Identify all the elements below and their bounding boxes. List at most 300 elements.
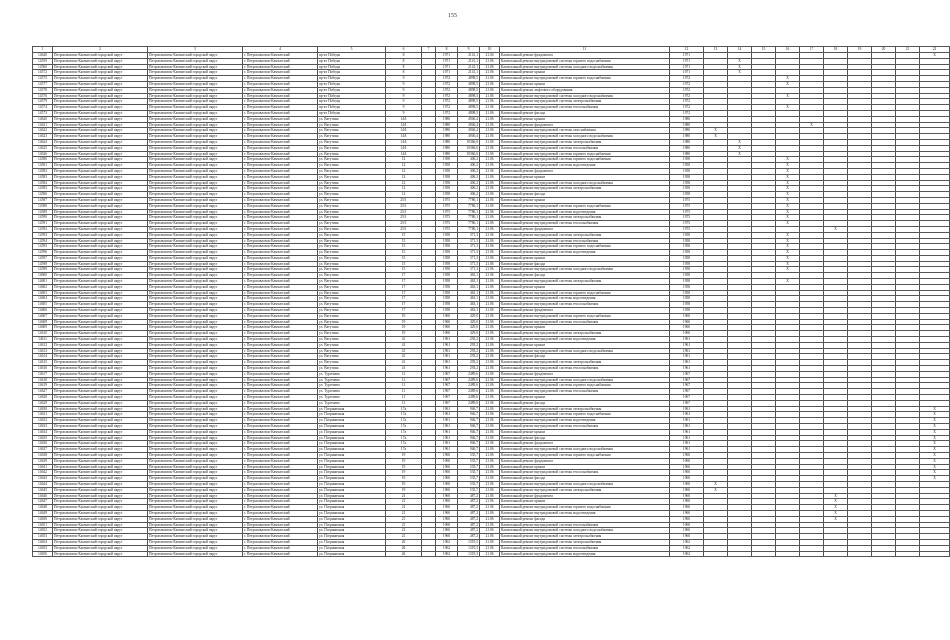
table-cell-a: Петропавловск-Камчатский городской округ — [53, 342, 148, 348]
table-cell-k: 1958 — [670, 238, 704, 244]
table-cell-i: 21.06 — [480, 487, 500, 493]
table-cell-c: г. Петропавловск-Камчатский — [243, 412, 318, 418]
table-cell-g: 1958 — [436, 157, 458, 163]
table-cell-b: Петропавловск-Камчатский городской округ — [148, 534, 243, 540]
table-cell-h: 535,7 — [458, 452, 480, 458]
table-cell-a: Петропавловск-Камчатский городской округ — [53, 64, 148, 70]
table-cell-b: Петропавловск-Камчатский городской округ — [148, 539, 243, 545]
table-cell-d: ул. Пограничная — [318, 545, 386, 551]
table-cell-j: Капитальный ремонт внутридомовой системы электроснабжения — [500, 539, 670, 545]
table-cell-id: 14584 — [33, 180, 53, 186]
table-cell-i: 21.06 — [480, 528, 500, 534]
table-cell-mark: X — [920, 412, 950, 418]
table-cell-a: Петропавловск-Камчатский городской округ — [53, 412, 148, 418]
table-cell-mark — [728, 551, 752, 557]
table-cell-e: 17а — [386, 435, 422, 441]
table-cell-j: Капитальный ремонт внутридомовой системы холодного водоснабжения — [500, 180, 670, 186]
table-cell-b: Петропавловск-Камчатский городской округ — [148, 412, 243, 418]
table-cell-k: 1960 — [670, 476, 704, 482]
table-cell-g: 1972 — [436, 87, 458, 93]
table-cell-id: 14635 — [33, 435, 53, 441]
table-cell-k: 1961 — [670, 354, 704, 360]
table-cell-d: ул. Ватутина — [318, 134, 386, 140]
table-cell-c: г. Петропавловск-Камчатский — [243, 105, 318, 111]
table-cell-g: 1980 — [436, 139, 458, 145]
table-cell-a: Петропавловск-Камчатский городской округ — [53, 366, 148, 372]
table-cell-d: ул. Ватутина — [318, 244, 386, 250]
table-cell-a: Петропавловск-Камчатский городской округ — [53, 302, 148, 308]
table-cell-mark: X — [728, 151, 752, 157]
table-cell-mark — [896, 551, 920, 557]
table-cell-a: Петропавловск-Камчатский городской округ — [53, 157, 148, 163]
column-number: 9 — [458, 47, 480, 53]
table-cell-id: 14647 — [33, 499, 53, 505]
table-cell-e: 17а — [386, 412, 422, 418]
table-cell-c: г. Петропавловск-Камчатский — [243, 163, 318, 169]
table-cell-e: 11 — [386, 383, 422, 389]
table-cell-g: 1967 — [436, 389, 458, 395]
table-cell-id: 14650 — [33, 516, 53, 522]
table-cell-e: 8 — [386, 70, 422, 76]
table-cell-d: ул. Пограничная — [318, 499, 386, 505]
column-number: 19 — [848, 47, 872, 53]
table-cell-k: 1975 — [670, 226, 704, 232]
table-cell-id: 14595 — [33, 244, 53, 250]
table-cell-i: 21.06 — [480, 128, 500, 134]
table-cell-j: Капитальный ремонт фасада — [500, 400, 670, 406]
table-cell-i: 21.06 — [480, 174, 500, 180]
table-cell-i: 21.06 — [480, 145, 500, 151]
table-cell-h: 2489,6 — [458, 395, 480, 401]
table-cell-e: 8 — [386, 64, 422, 70]
table-cell-c: г. Петропавловск-Камчатский — [243, 81, 318, 87]
table-cell-h: 406,2 — [458, 192, 480, 198]
table-cell-id: 14648 — [33, 505, 53, 511]
table-cell-k: 1960 — [670, 499, 704, 505]
table-cell-e: 9 — [386, 87, 422, 93]
table-cell-id: 14573 — [33, 110, 53, 116]
table-cell-d: ул. Ватутина — [318, 342, 386, 348]
table-cell-i: 21.06 — [480, 371, 500, 377]
table-cell-b: Петропавловск-Камчатский городской округ — [148, 186, 243, 192]
table-cell-h: 371,3 — [458, 232, 480, 238]
table-cell-e: 11 — [386, 400, 422, 406]
table-cell-c: г. Петропавловск-Камчатский — [243, 366, 318, 372]
table-cell-g: 1958 — [436, 273, 458, 279]
table-cell-id: 14587 — [33, 197, 53, 203]
table-cell-e: 15 — [386, 261, 422, 267]
table-cell-e: 25/1 — [386, 203, 422, 209]
column-number: 10 — [480, 47, 500, 53]
table-cell-e: 19 — [386, 476, 422, 482]
table-cell-h: 535,7 — [458, 470, 480, 476]
table-cell-i: 21.06 — [480, 534, 500, 540]
table-cell-b: Петропавловск-Камчатский городской округ — [148, 302, 243, 308]
table-cell-a: Петропавловск-Камчатский городской округ — [53, 221, 148, 227]
table-cell-k: 1960 — [670, 487, 704, 493]
column-number: 12 — [670, 47, 704, 53]
table-cell-g: 1958 — [436, 163, 458, 169]
table-cell-id: 14604 — [33, 296, 53, 302]
table-cell-id: 14645 — [33, 487, 53, 493]
table-cell-b: Петропавловск-Камчатский городской округ — [148, 371, 243, 377]
table-cell-a: Петропавловск-Камчатский городской округ — [53, 87, 148, 93]
table-cell-k: 1967 — [670, 377, 704, 383]
table-cell-c: г. Петропавловск-Камчатский — [243, 58, 318, 64]
table-cell-id: 14632 — [33, 418, 53, 424]
table-cell-g: 1980 — [436, 151, 458, 157]
table-cell-j: Капитальный ремонт внутридомовой системы горячего водоснабжения — [500, 290, 670, 296]
table-cell-e: 17а — [386, 418, 422, 424]
table-cell-id: 14599 — [33, 267, 53, 273]
table-cell-h: 4946,4 — [458, 134, 480, 140]
table-cell-i: 21.06 — [480, 366, 500, 372]
table-cell-e: 15 — [386, 232, 422, 238]
table-cell-k: 1962 — [670, 545, 704, 551]
table-cell-c: г. Петропавловск-Камчатский — [243, 290, 318, 296]
table-cell-j: Капитальный ремонт внутридомовой системы электроснабжения — [500, 232, 670, 238]
table-cell-k: 1975 — [670, 221, 704, 227]
table-cell-i: 21.06 — [480, 505, 500, 511]
table-cell-k: 1971 — [670, 70, 704, 76]
table-cell-k: 1962 — [670, 551, 704, 557]
table-cell-d: ул. Пограничная — [318, 528, 386, 534]
table-cell-j: Капитальный ремонт внутридомовой системы теплоснабжения — [500, 238, 670, 244]
table-cell-j: Капитальный ремонт фундамента — [500, 226, 670, 232]
column-number: 14 — [728, 47, 752, 53]
table-cell-mark: X — [776, 192, 800, 198]
table-cell-i: 21.06 — [480, 545, 500, 551]
table-cell-j: Капитальный ремонт внутридомовой системы электроснабжения — [500, 331, 670, 337]
table-cell-e: 19 — [386, 487, 422, 493]
table-cell-g: 1980 — [436, 116, 458, 122]
table-cell-h: 371,3 — [458, 261, 480, 267]
table-cell-g: 1960 — [436, 510, 458, 516]
page-number: 155 — [448, 13, 457, 19]
table-cell-h: 487,2 — [458, 499, 480, 505]
table-cell-id: 14638 — [33, 452, 53, 458]
table-cell-g: 1958 — [436, 308, 458, 314]
table-cell-d: ул. Пограничная — [318, 464, 386, 470]
table-cell-m: X — [704, 487, 728, 493]
table-cell-k: 1958 — [670, 168, 704, 174]
table-cell-j: Капитальный ремонт крыши — [500, 464, 670, 470]
table-cell-h: 2141,1 — [458, 70, 480, 76]
table-cell-mark: X — [920, 464, 950, 470]
table-cell-k: 1971 — [670, 53, 704, 59]
table-cell-b: Петропавловск-Камчатский городской округ — [148, 447, 243, 453]
table-cell-b: Петропавловск-Камчатский городской округ — [148, 180, 243, 186]
table-cell-b: Петропавловск-Камчатский городской округ — [148, 528, 243, 534]
table-cell-k: 1972 — [670, 105, 704, 111]
table-cell-a: Петропавловск-Камчатский городской округ — [53, 226, 148, 232]
table-cell-h: 429,0 — [458, 319, 480, 325]
table-cell-i: 21.06 — [480, 406, 500, 412]
table-cell-j: Капитальный ремонт внутридомовой системы холодного водоснабжения — [500, 348, 670, 354]
table-cell-h: 2489,6 — [458, 377, 480, 383]
table-cell-k: 1960 — [670, 452, 704, 458]
table-cell-h: 4898,5 — [458, 105, 480, 111]
table-cell-i: 21.06 — [480, 441, 500, 447]
table-cell-a: Петропавловск-Камчатский городской округ — [53, 452, 148, 458]
table-cell-b: Петропавловск-Камчатский городской округ — [148, 313, 243, 319]
table-cell-d: ул. Ватутина — [318, 366, 386, 372]
table-cell-e: 21 — [386, 505, 422, 511]
table-cell-g: 1980 — [436, 134, 458, 140]
table-cell-g: 1958 — [436, 168, 458, 174]
table-cell-g: 1972 — [436, 105, 458, 111]
table-cell-j: Капитальный ремонт крыши — [500, 284, 670, 290]
table-cell-d: ул. Пограничная — [318, 435, 386, 441]
table-cell-mark: X — [824, 493, 848, 499]
table-cell-id: 14614 — [33, 354, 53, 360]
table-cell-j: Капитальный ремонт внутридомовой системы горячего водоснабжения — [500, 452, 670, 458]
table-cell-i: 21.06 — [480, 255, 500, 261]
table-cell-g: 1960 — [436, 493, 458, 499]
table-cell-k: 1975 — [670, 215, 704, 221]
table-cell-j: Капитальный ремонт внутридомовой системы электроснабжения — [500, 279, 670, 285]
table-cell-k: 1960 — [670, 319, 704, 325]
table-cell-a: Петропавловск-Камчатский городской округ — [53, 487, 148, 493]
table-cell-c: г. Петропавловск-Камчатский — [243, 122, 318, 128]
table-cell-h: 4946,4 — [458, 116, 480, 122]
table-cell-h: 487,2 — [458, 493, 480, 499]
table-cell-i: 21.06 — [480, 308, 500, 314]
table-cell-e: 8 — [386, 53, 422, 59]
table-cell-d: ул. Ватутина — [318, 302, 386, 308]
table-cell-d: ул. Пограничная — [318, 493, 386, 499]
table-cell-a: Петропавловск-Камчатский городской округ — [53, 424, 148, 430]
table-cell-a: Петропавловск-Камчатский городской округ — [53, 429, 148, 435]
table-cell-d: ул. Ватутина — [318, 157, 386, 163]
table-cell-k: 1967 — [670, 389, 704, 395]
table-cell-g: 1971 — [436, 64, 458, 70]
table-cell-j: Капитальный ремонт внутридомовой системы теплоснабжения — [500, 105, 670, 111]
table-cell-mark: X — [776, 81, 800, 87]
table-cell-k: 1960 — [670, 516, 704, 522]
table-cell-h: 293,2 — [458, 354, 480, 360]
table-cell-b: Петропавловск-Камчатский городской округ — [148, 487, 243, 493]
table-cell-e: 19 — [386, 331, 422, 337]
table-cell-mark: X — [920, 435, 950, 441]
table-cell-j: Капитальный ремонт внутридомовой системы теплоснабжения — [500, 221, 670, 227]
table-cell-j: Капитальный ремонт внутридомовой системы электроснабжения — [500, 139, 670, 145]
table-cell-e: 17 — [386, 308, 422, 314]
table-cell-id: 14634 — [33, 429, 53, 435]
table-cell-c: г. Петропавловск-Камчатский — [243, 481, 318, 487]
table-cell-h: 535,7 — [458, 476, 480, 482]
table-cell-b: Петропавловск-Камчатский городской округ — [148, 424, 243, 430]
table-cell-j: Капитальный ремонт внутридомовой системы холодного водоснабжения — [500, 481, 670, 487]
table-cell-h: 487,2 — [458, 505, 480, 511]
table-cell-id: 14627 — [33, 389, 53, 395]
table-cell-h: 293,2 — [458, 342, 480, 348]
table-cell-c: г. Петропавловск-Камчатский — [243, 325, 318, 331]
table-cell-k: 1980 — [670, 116, 704, 122]
table-cell-g: 1972 — [436, 81, 458, 87]
table-cell-k: 1960 — [670, 522, 704, 528]
table-cell-b: Петропавловск-Камчатский городской округ — [148, 499, 243, 505]
table-cell-d: пр-кт Победы — [318, 105, 386, 111]
table-cell-mark: X — [728, 139, 752, 145]
table-cell-h: 4898,5 — [458, 93, 480, 99]
table-cell-a: Петропавловск-Камчатский городской округ — [53, 354, 148, 360]
table-cell-e: 19 — [386, 325, 422, 331]
table-cell-e: 25/1 — [386, 226, 422, 232]
table-cell-mark: X — [920, 429, 950, 435]
table-cell-e: 12 — [386, 180, 422, 186]
table-cell-id: 14594 — [33, 238, 53, 244]
table-cell-d: ул. Пограничная — [318, 418, 386, 424]
table-cell-k: 1958 — [670, 174, 704, 180]
table-cell-k: 1958 — [670, 273, 704, 279]
table-cell-mark: X — [776, 267, 800, 273]
table-cell-g: 1960 — [436, 481, 458, 487]
table-cell-k: 1967 — [670, 395, 704, 401]
table-cell-j: Капитальный ремонт внутридомовой системы водоотведения — [500, 250, 670, 256]
table-cell-j: Капитальный ремонт фундамента — [500, 493, 670, 499]
table-cell-c: г. Петропавловск-Камчатский — [243, 244, 318, 250]
table-cell-d: пр-кт Победы — [318, 110, 386, 116]
table-cell-c: г. Петропавловск-Камчатский — [243, 110, 318, 116]
table-cell-mark: X — [920, 418, 950, 424]
table-cell-id: 14653 — [33, 534, 53, 540]
table-cell-a: Петропавловск-Камчатский городской округ — [53, 447, 148, 453]
table-cell-b: Петропавловск-Камчатский городской округ — [148, 348, 243, 354]
table-cell-mark: X — [776, 279, 800, 285]
table-cell-b: Петропавловск-Камчатский городской округ — [148, 70, 243, 76]
table-cell-i: 21.06 — [480, 139, 500, 145]
table-cell-c: г. Петропавловск-Камчатский — [243, 441, 318, 447]
table-cell-j: Капитальный ремонт внутридомовой системы горячего водоснабжения — [500, 313, 670, 319]
table-cell-k: 1958 — [670, 250, 704, 256]
table-cell-i: 21.06 — [480, 325, 500, 331]
table-cell-mark: X — [824, 499, 848, 505]
table-cell-i: 21.06 — [480, 93, 500, 99]
table-cell-id: 14633 — [33, 424, 53, 430]
table-cell-e: 12 — [386, 186, 422, 192]
table-cell-m: X — [704, 481, 728, 487]
column-number: 7 — [422, 47, 436, 53]
table-cell-k: 1961 — [670, 424, 704, 430]
table-cell-h: 946,7 — [458, 406, 480, 412]
table-cell-id: 14578 — [33, 87, 53, 93]
table-cell-d: ул. Пограничная — [318, 522, 386, 528]
table-cell-b: Петропавловск-Камчатский городской округ — [148, 53, 243, 59]
table-cell-mark: X — [920, 447, 950, 453]
table-cell-c: г. Петропавловск-Камчатский — [243, 313, 318, 319]
table-cell-g: 1958 — [436, 250, 458, 256]
table-cell-k: 1967 — [670, 371, 704, 377]
table-cell-h: 463,1 — [458, 290, 480, 296]
table-cell-b: Петропавловск-Камчатский городской округ — [148, 342, 243, 348]
table-cell-j: Капитальный ремонт внутридомовой системы горячего водоснабжения — [500, 383, 670, 389]
table-cell-i: 21.06 — [480, 221, 500, 227]
table-cell-h: 946,7 — [458, 447, 480, 453]
table-cell-b: Петропавловск-Камчатский городской округ — [148, 110, 243, 116]
table-cell-id: 14640 — [33, 53, 53, 59]
table-cell-mark: X — [776, 76, 800, 82]
table-cell-id: 14612 — [33, 342, 53, 348]
table-cell-h: 463,1 — [458, 273, 480, 279]
table-cell-d: ул. Ватутина — [318, 174, 386, 180]
table-cell-mark: X — [776, 174, 800, 180]
table-cell-j: Капитальный ремонт фундамента — [500, 441, 670, 447]
table-cell-c: г. Петропавловск-Камчатский — [243, 215, 318, 221]
table-cell-i: 21.06 — [480, 539, 500, 545]
table-cell-mark: X — [776, 209, 800, 215]
table-cell-c: г. Петропавловск-Камчатский — [243, 447, 318, 453]
table-cell-j: Капитальный ремонт фасада — [500, 354, 670, 360]
table-cell-b: Петропавловск-Камчатский городской округ — [148, 87, 243, 93]
table-cell-k: 1961 — [670, 406, 704, 412]
table-cell-h: 4898,5 — [458, 110, 480, 116]
table-cell-c: г. Петропавловск-Камчатский — [243, 226, 318, 232]
table-cell-i: 21.06 — [480, 395, 500, 401]
table-cell-a: Петропавловск-Камчатский городской округ — [53, 215, 148, 221]
table-cell-h: 535,7 — [458, 464, 480, 470]
table-cell-k: 1958 — [670, 163, 704, 169]
table-cell-d: ул. Пограничная — [318, 487, 386, 493]
table-cell-b: Петропавловск-Камчатский городской округ — [148, 545, 243, 551]
table-cell-c: г. Петропавловск-Камчатский — [243, 157, 318, 163]
table-cell-a: Петропавловск-Камчатский городской округ — [53, 418, 148, 424]
table-cell-d: пр-кт Победы — [318, 53, 386, 59]
table-cell-j: Капитальный ремонт внутридомовой системы водоотведения — [500, 551, 670, 557]
table-cell-d: ул. Пограничная — [318, 505, 386, 511]
table-cell-c: г. Петропавловск-Камчатский — [243, 458, 318, 464]
table-cell-j: Капитальный ремонт крыши — [500, 70, 670, 76]
table-cell-k: 1961 — [670, 337, 704, 343]
table-cell-j: Капитальный ремонт внутридомовой системы горячего водоснабжения — [500, 58, 670, 64]
table-cell-j: Капитальный ремонт внутридомовой системы холодного водоснабжения — [500, 64, 670, 70]
table-cell-k: 1980 — [670, 151, 704, 157]
table-cell-j: Капитальный ремонт внутридомовой системы электроснабжения — [500, 406, 670, 412]
table-cell-k: 1962 — [670, 539, 704, 545]
table-cell-e: 14А — [386, 128, 422, 134]
table-cell-h: 406,2 — [458, 174, 480, 180]
table-cell-b: Петропавловск-Камчатский городской округ — [148, 452, 243, 458]
table-cell-g: 1980 — [436, 122, 458, 128]
table-cell-a: Петропавловск-Камчатский городской округ — [53, 116, 148, 122]
table-cell-d: ул. Пограничная — [318, 452, 386, 458]
table-cell-mark: X — [776, 168, 800, 174]
table-cell-a: Петропавловск-Камчатский городской округ — [53, 348, 148, 354]
table-cell-id: 14559 — [33, 58, 53, 64]
table-cell-i: 21.06 — [480, 348, 500, 354]
table-cell-d: ул. Ватутина — [318, 284, 386, 290]
table-cell-k: 1972 — [670, 87, 704, 93]
table-cell-g: 1980 — [436, 145, 458, 151]
table-cell-c: г. Петропавловск-Камчатский — [243, 279, 318, 285]
table-cell-g: 1971 — [436, 58, 458, 64]
table-cell-a: Петропавловск-Камчатский городской округ — [53, 163, 148, 169]
table-cell-a: Петропавловск-Камчатский городской округ — [53, 383, 148, 389]
table-cell-d: ул. Ватутина — [318, 232, 386, 238]
table-cell-mark: X — [776, 238, 800, 244]
table-cell-b: Петропавловск-Камчатский городской округ — [148, 296, 243, 302]
table-cell-b: Петропавловск-Камчатский городской округ — [148, 290, 243, 296]
table-cell-g: 1958 — [436, 244, 458, 250]
table-cell-id: 14618 — [33, 377, 53, 383]
table-cell-b: Петропавловск-Камчатский городской округ — [148, 319, 243, 325]
table-cell-h: 946,7 — [458, 412, 480, 418]
table-cell-b: Петропавловск-Камчатский городской округ — [148, 400, 243, 406]
column-number: 11 — [500, 47, 670, 53]
table-cell-h: 293,2 — [458, 366, 480, 372]
table-cell-h: 7786,1 — [458, 203, 480, 209]
table-cell-a: Петропавловск-Камчатский городской округ — [53, 284, 148, 290]
